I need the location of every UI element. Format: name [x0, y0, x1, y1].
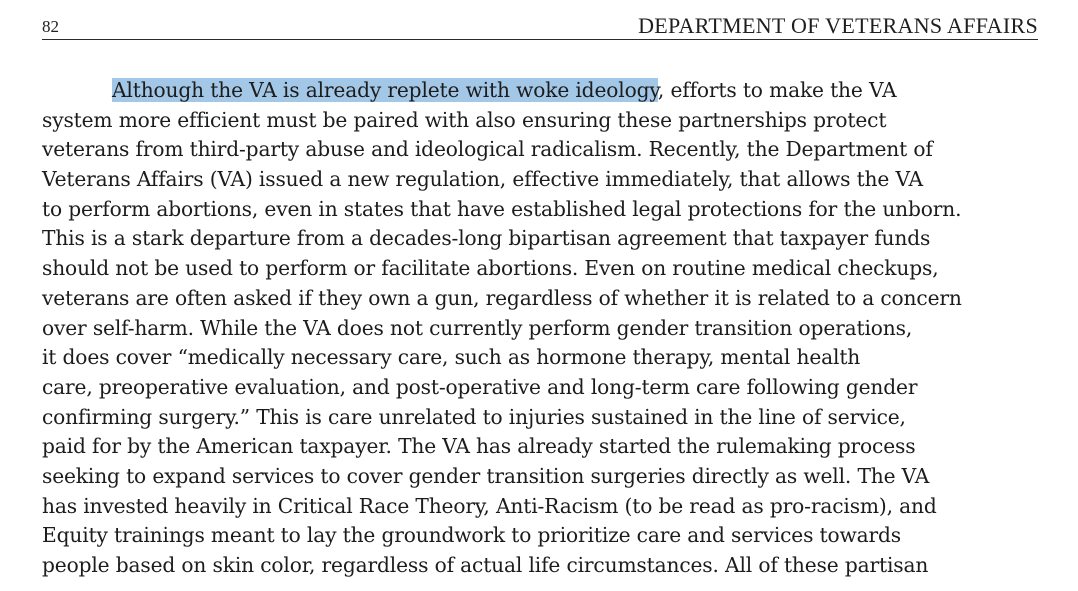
paragraph-line: system more efficient must be paired with also ensuring these partnerships protect: [42, 107, 887, 132]
paragraph-line: This is a stark departure from a decades-long bipartisan agreement that taxpayer funds: [42, 226, 931, 251]
page-number: 82: [42, 17, 59, 36]
paragraph-line: to perform abortions, even in states that have established legal protections for the unborn.: [42, 196, 962, 221]
body-paragraph: [42, 76, 1042, 581]
paragraph-line: [42, 76, 1042, 106]
running-header: [42, 12, 1038, 40]
paragraph-line: has invested heavily in Critical Race Theory, Anti-Racism (to be read as pro-racism), and: [42, 493, 937, 518]
paragraph-line: seeking to expand services to cover gender transition surgeries directly as well. The VA: [42, 463, 930, 488]
paragraph-line: Equity trainings meant to lay the groundwork to prioritize care and services towards: [42, 523, 902, 548]
line-text: , efforts to make the VA: [657, 78, 897, 102]
paragraph-line: over self-harm. While the VA does not currently perform gender transition operations,: [42, 315, 913, 340]
paragraph-line: veterans from third-party abuse and ideological radicalism. Recently, the Department of: [42, 137, 933, 162]
paragraph-line: paid for by the American taxpayer. The VA has already started the rulemaking process: [42, 434, 916, 459]
paragraph-line: people based on skin color, regardless of actual life circumstances. All of these partisan: [42, 553, 929, 577]
paragraph-line: confirming surgery.” This is care unrelated to injuries sustained in the line of service,: [42, 404, 906, 429]
paragraph-line: it does cover “medically necessary care, such as hormone therapy, mental health: [42, 345, 861, 370]
paragraph-line: should not be used to perform or facilitate abortions. Even on routine medical checkups,: [42, 256, 939, 281]
header-title: DEPARTMENT OF VETERANS AFFAIRS: [638, 13, 1038, 38]
paragraph-line: Veterans Affairs (VA) issued a new regulation, effective immediately, that allows the VA: [42, 167, 923, 192]
paragraph-line: veterans are often asked if they own a gun, regardless of whether it is related to a concern: [42, 285, 962, 310]
paragraph-line: care, preoperative evaluation, and post-operative and long-term care following gender: [42, 374, 918, 399]
highlighted-text-selection[interactable]: Although the VA is already replete with woke ideology: [112, 78, 658, 102]
